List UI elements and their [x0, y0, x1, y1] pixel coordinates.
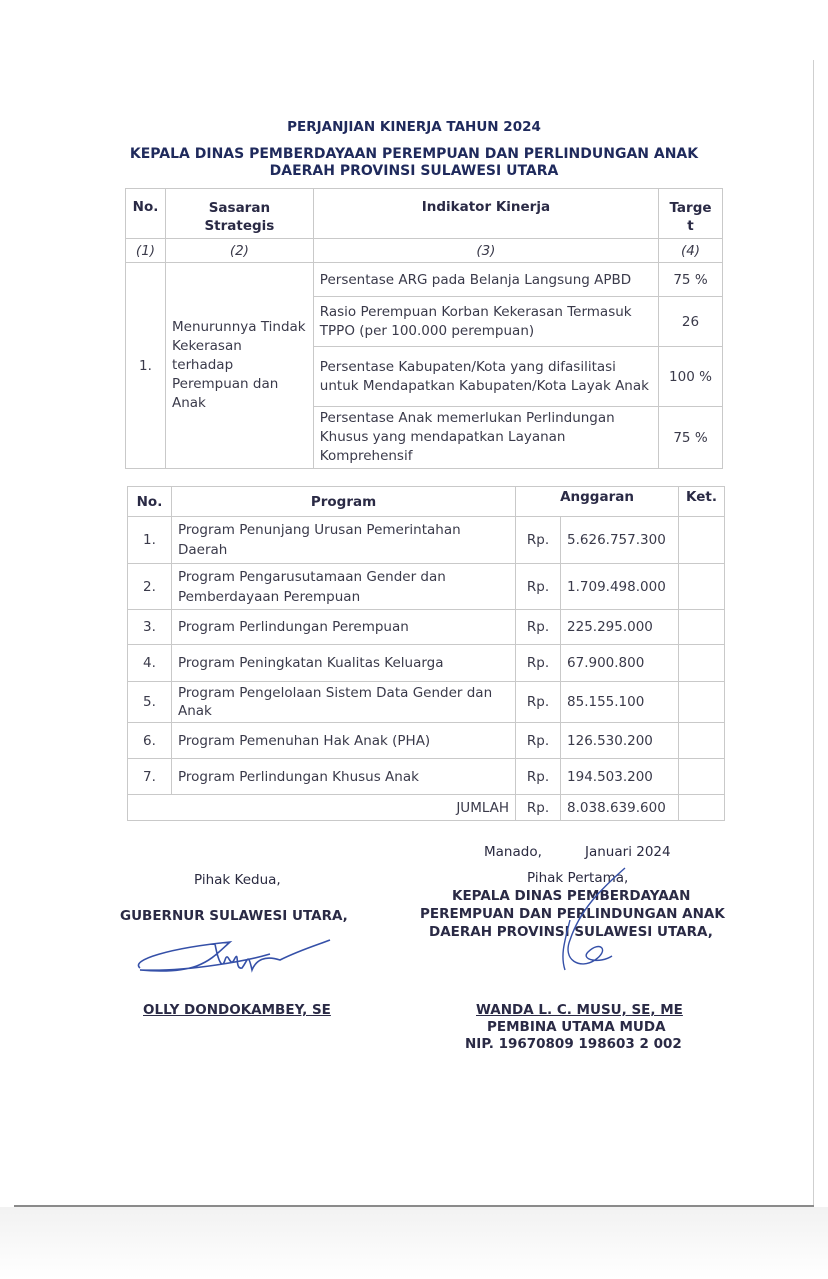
budget-amount: 85.155.100 [561, 682, 679, 723]
remark-cell [678, 795, 724, 821]
program-name: Program Pengarusutamaan Gender dan Pemberdayaan Perempuan [171, 564, 515, 610]
page-edge [813, 60, 814, 1210]
left-party-title: GUBERNUR SULAWESI UTARA, [120, 908, 348, 924]
currency-label: Rp. [516, 564, 561, 610]
right-party-title-line3: DAERAH PROVINSI SULAWESI UTARA, [429, 924, 713, 940]
remark-cell [678, 723, 724, 759]
document-subtitle-line1: KEPALA DINAS PEMBERDAYAAN PEREMPUAN DAN PERLINDUNGAN ANAK [129, 146, 699, 162]
table-row [128, 723, 725, 759]
budget-amount: 194.503.200 [561, 759, 679, 795]
indicator-target: 26 [659, 297, 723, 347]
header-target-line1: Targe [669, 200, 712, 216]
header-sasaran [165, 189, 313, 239]
budget-amount: 1.709.498.000 [561, 564, 679, 610]
numbering-cell: (1) [126, 239, 166, 263]
right-party-title-line1: KEPALA DINAS PEMBERDAYAAN [452, 888, 691, 904]
remark-cell [678, 645, 724, 682]
right-party-name: WANDA L. C. MUSU, SE, ME [476, 1002, 683, 1018]
header-sasaran-line2: Strategis [204, 218, 275, 234]
header-ket: Ket. [678, 487, 724, 517]
currency-label: Rp. [516, 517, 561, 564]
table-row [128, 564, 725, 610]
indicator-text: Rasio Perempuan Korban Kekerasan Termasuk TPPO (per 100.000 perempuan) [313, 297, 658, 347]
indicator-text: Persentase ARG pada Belanja Langsung APBD [313, 263, 658, 297]
indicator-text: Persentase Kabupaten/Kota yang difasilitasi untuk Mendapatkan Kabupaten/Kota Layak Anak [313, 347, 658, 407]
header-target [659, 189, 723, 239]
program-number: 7. [128, 759, 172, 795]
remark-cell [678, 564, 724, 610]
header-anggaran: Anggaran [516, 487, 679, 517]
program-name: Program Pemenuhan Hak Anak (PHA) [171, 723, 515, 759]
header-no: No. [126, 189, 166, 239]
table-row [126, 263, 723, 297]
page-shadow [0, 1207, 828, 1279]
indicator-text: Persentase Anak memerlukan Perlindungan Khusus yang mendapatkan Layanan Komprehensif [313, 407, 658, 469]
currency-label: Rp. [516, 723, 561, 759]
right-party-title-line2: PEREMPUAN DAN PERLINDUNGAN ANAK [420, 906, 725, 922]
document-subtitle-line2: DAERAH PROVINSI SULAWESI UTARA [269, 163, 559, 179]
total-currency: Rp. [516, 795, 561, 821]
header-sasaran-line1: Sasaran [208, 200, 271, 216]
remark-cell [678, 682, 724, 723]
total-amount: 8.038.639.600 [561, 795, 679, 821]
program-number: 4. [128, 645, 172, 682]
left-party-name: OLLY DONDOKAMBEY, SE [143, 1002, 331, 1018]
currency-label: Rp. [516, 759, 561, 795]
remark-cell [678, 610, 724, 645]
remark-cell [678, 517, 724, 564]
left-party-role: Pihak Kedua, [194, 872, 281, 888]
program-name: Program Penunjang Urusan Pemerintahan Daerah [171, 517, 515, 564]
numbering-cell: (4) [659, 239, 723, 263]
program-name: Program Peningkatan Kualitas Keluarga [171, 645, 515, 682]
currency-label: Rp. [516, 645, 561, 682]
numbering-cell: (2) [165, 239, 313, 263]
table-row [128, 682, 725, 723]
right-signature-icon [540, 860, 630, 980]
table-header-row [128, 487, 725, 517]
program-number: 3. [128, 610, 172, 645]
budget-program-table [127, 486, 725, 821]
table-row [128, 759, 725, 795]
program-number: 1. [128, 517, 172, 564]
document-title: PERJANJIAN KINERJA TAHUN 2024 [287, 119, 541, 135]
program-number: 2. [128, 564, 172, 610]
budget-amount: 126.530.200 [561, 723, 679, 759]
currency-label: Rp. [516, 610, 561, 645]
sasaran-cell: Menurunnya Tindak Kekerasan terhadap Perempuan dan Anak [165, 263, 313, 469]
table-row [128, 610, 725, 645]
right-party-rank: PEMBINA UTAMA MUDA [487, 1019, 666, 1035]
program-number: 5. [128, 682, 172, 723]
table-row [128, 645, 725, 682]
currency-label: Rp. [516, 682, 561, 723]
indicator-target: 75 % [659, 407, 723, 469]
date-label: Januari 2024 [585, 844, 671, 860]
numbering-cell: (3) [313, 239, 658, 263]
place-label: Manado, [484, 844, 542, 860]
program-name: Program Pengelolaan Sistem Data Gender dan Anak [171, 682, 515, 723]
program-number: 6. [128, 723, 172, 759]
remark-cell [678, 759, 724, 795]
header-indikator: Indikator Kinerja [313, 189, 658, 239]
table-header-row [126, 189, 723, 239]
budget-amount: 5.626.757.300 [561, 517, 679, 564]
right-party-nip: NIP. 19670809 198603 2 002 [465, 1036, 682, 1052]
row-number: 1. [126, 263, 166, 469]
numbering-row [126, 239, 723, 263]
program-name: Program Perlindungan Perempuan [171, 610, 515, 645]
indicator-target: 75 % [659, 263, 723, 297]
header-target-line2: t [687, 218, 694, 234]
budget-amount: 225.295.000 [561, 610, 679, 645]
indicator-target: 100 % [659, 347, 723, 407]
program-name: Program Perlindungan Khusus Anak [171, 759, 515, 795]
total-row [128, 795, 725, 821]
header-no: No. [128, 487, 172, 517]
table-row [128, 517, 725, 564]
right-party-role: Pihak Pertama, [527, 870, 629, 886]
left-signature-icon [130, 930, 335, 990]
budget-amount: 67.900.800 [561, 645, 679, 682]
header-program: Program [171, 487, 515, 517]
total-label: JUMLAH [128, 795, 516, 821]
performance-target-table [125, 188, 723, 469]
